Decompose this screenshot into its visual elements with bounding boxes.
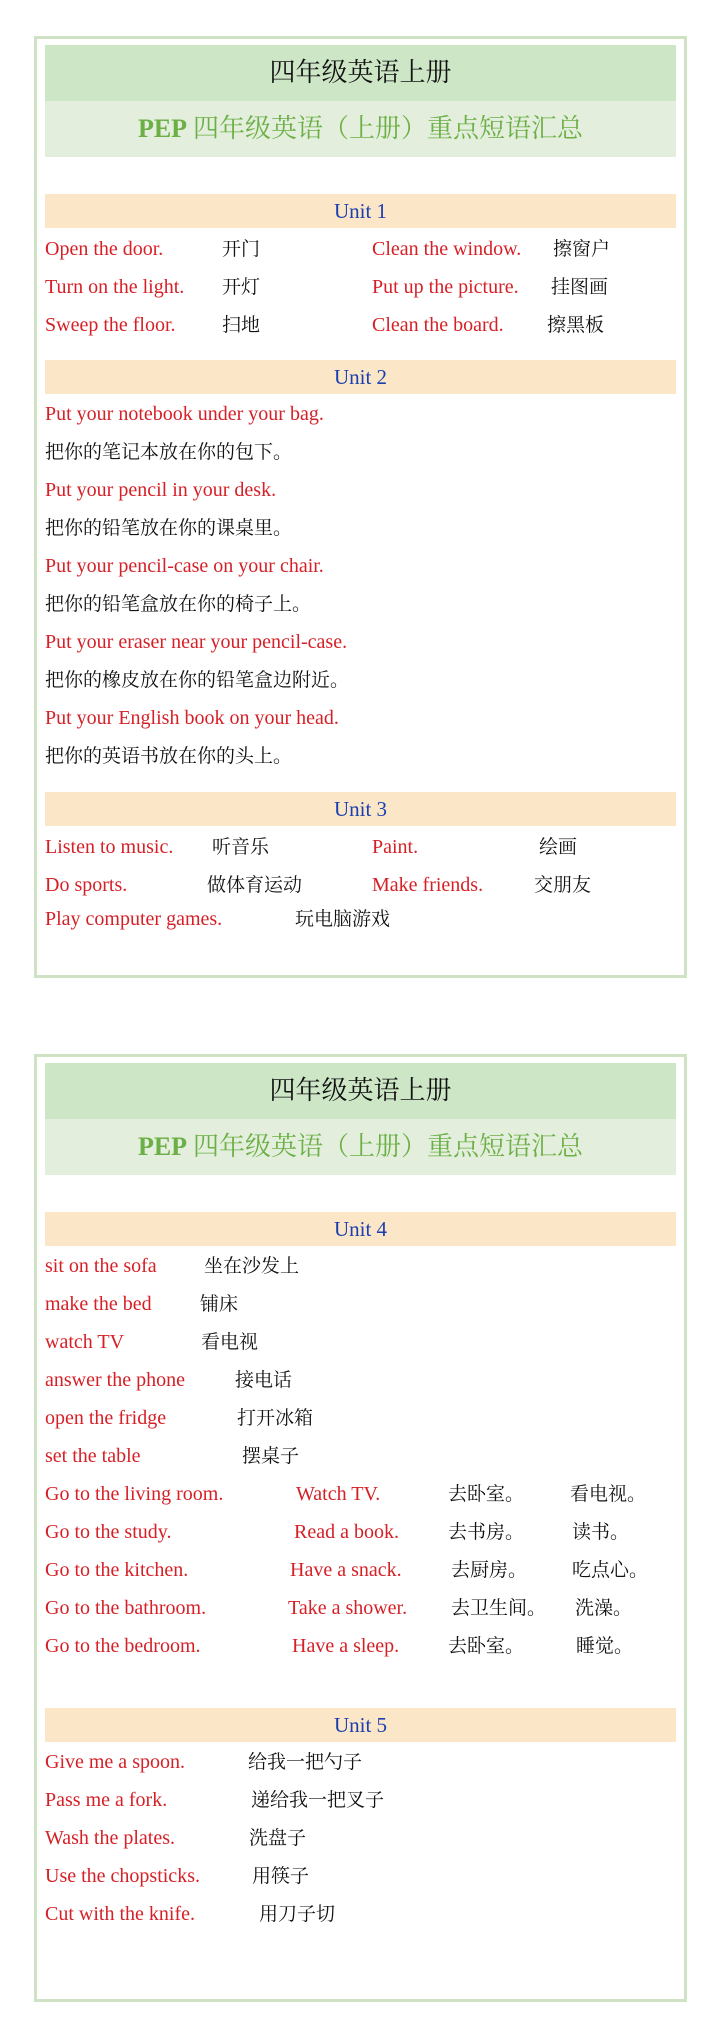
page-title: 四年级英语上册 xyxy=(45,1063,676,1119)
phrase-zh: 用筷子 xyxy=(252,1865,310,1887)
phrase-en: Listen to music. xyxy=(45,836,174,858)
phrase-en: Play computer games. xyxy=(45,908,223,930)
room-zh: 去书房。 xyxy=(448,1521,525,1543)
phrase-en: set the table xyxy=(45,1445,141,1467)
room-action-zh: 吃点心。 xyxy=(572,1559,649,1581)
phrase-zh: 做体育运动 xyxy=(207,874,303,896)
phrase-en: answer the phone xyxy=(45,1369,185,1391)
phrase-zh: 铺床 xyxy=(200,1293,239,1315)
page-subtitle xyxy=(45,101,676,157)
room-zh: 去卧室。 xyxy=(448,1483,525,1505)
unit-1-header: Unit 1 xyxy=(45,194,676,228)
room-en: Go to the study. xyxy=(45,1521,172,1543)
phrase-zh: 扫地 xyxy=(222,314,261,336)
phrase-en: watch TV xyxy=(45,1331,125,1353)
phrase-zh: 摆桌子 xyxy=(242,1445,300,1467)
sentence-en: Put your eraser near your pencil-case. xyxy=(45,631,348,653)
phrase-en: Paint. xyxy=(372,836,419,858)
page-card-1 xyxy=(34,36,687,978)
sentence-en: Put your English book on your head. xyxy=(45,707,339,729)
phrase-en: open the fridge xyxy=(45,1407,167,1429)
room-en: Go to the living room. xyxy=(45,1483,224,1505)
sentence-en: Put your pencil-case on your chair. xyxy=(45,555,324,577)
phrase-zh: 开灯 xyxy=(222,276,261,298)
phrase-zh: 绘画 xyxy=(539,836,578,858)
phrase-en: Sweep the floor. xyxy=(45,314,176,336)
phrase-zh: 用刀子切 xyxy=(259,1903,336,1925)
subtitle-pep: PEP xyxy=(137,1132,188,1161)
phrase-en: Clean the board. xyxy=(372,314,504,336)
phrase-en: Pass me a fork. xyxy=(45,1789,168,1811)
phrase-en: Put up the picture. xyxy=(372,276,519,298)
phrase-en: Do sports. xyxy=(45,874,128,896)
phrase-en: Clean the window. xyxy=(372,238,522,260)
unit-4-header: Unit 4 xyxy=(45,1212,676,1246)
sentence-zh: 把你的笔记本放在你的包下。 xyxy=(45,441,293,463)
room-action-en: Have a sleep. xyxy=(292,1635,400,1657)
room-action-zh: 看电视。 xyxy=(570,1483,647,1505)
room-zh: 去卫生间。 xyxy=(451,1597,547,1619)
phrase-en: Cut with the knife. xyxy=(45,1903,195,1925)
subtitle-text: 四年级英语（上册）重点短语汇总 xyxy=(193,114,584,144)
room-en: Go to the bathroom. xyxy=(45,1597,207,1619)
phrase-zh: 听音乐 xyxy=(212,836,270,858)
room-zh: 去厨房。 xyxy=(451,1559,528,1581)
phrase-zh: 递给我一把叉子 xyxy=(251,1789,385,1811)
phrase-zh: 玩电脑游戏 xyxy=(295,908,391,930)
phrase-zh: 洗盘子 xyxy=(249,1827,307,1849)
phrase-en: Make friends. xyxy=(372,874,484,896)
phrase-zh: 给我一把勺子 xyxy=(248,1751,363,1773)
sentence-zh: 把你的橡皮放在你的铅笔盒边附近。 xyxy=(45,669,350,691)
room-action-en: Have a snack. xyxy=(290,1559,402,1581)
phrase-en: Use the chopsticks. xyxy=(45,1865,200,1887)
page-title: 四年级英语上册 xyxy=(45,45,676,101)
sentence-zh: 把你的英语书放在你的头上。 xyxy=(45,745,293,767)
unit-5-header: Unit 5 xyxy=(45,1708,676,1742)
phrase-en: Turn on the light. xyxy=(45,276,185,298)
phrase-zh: 挂图画 xyxy=(551,276,609,298)
subtitle-pep: PEP xyxy=(137,114,188,143)
unit-3-header: Unit 3 xyxy=(45,792,676,826)
room-zh: 去卧室。 xyxy=(448,1635,525,1657)
room-action-zh: 读书。 xyxy=(572,1521,630,1543)
phrase-en: sit on the sofa xyxy=(45,1255,157,1277)
room-en: Go to the bedroom. xyxy=(45,1635,201,1657)
sentence-en: Put your notebook under your bag. xyxy=(45,403,324,425)
phrase-zh: 看电视 xyxy=(201,1331,259,1353)
phrase-en: make the bed xyxy=(45,1293,152,1315)
phrase-zh: 接电话 xyxy=(235,1369,293,1391)
phrase-zh: 擦黑板 xyxy=(547,314,605,336)
phrase-zh: 坐在沙发上 xyxy=(204,1255,300,1277)
room-action-zh: 洗澡。 xyxy=(575,1597,633,1619)
phrase-en: Open the door. xyxy=(45,238,164,260)
phrase-en: Give me a spoon. xyxy=(45,1751,185,1773)
phrase-zh: 擦窗户 xyxy=(553,238,611,260)
page-subtitle xyxy=(45,1119,676,1175)
room-action-en: Watch TV. xyxy=(296,1483,381,1505)
room-action-zh: 睡觉。 xyxy=(576,1635,634,1657)
room-action-en: Take a shower. xyxy=(288,1597,408,1619)
room-action-en: Read a book. xyxy=(294,1521,399,1543)
unit-2-header: Unit 2 xyxy=(45,360,676,394)
phrase-zh: 交朋友 xyxy=(534,874,592,896)
sentence-en: Put your pencil in your desk. xyxy=(45,479,277,501)
phrase-en: Wash the plates. xyxy=(45,1827,176,1849)
sentence-zh: 把你的铅笔盒放在你的椅子上。 xyxy=(45,593,312,615)
sentence-zh: 把你的铅笔放在你的课桌里。 xyxy=(45,517,293,539)
room-en: Go to the kitchen. xyxy=(45,1559,189,1581)
page-card-2 xyxy=(34,1054,687,2002)
phrase-zh: 开门 xyxy=(222,238,261,260)
phrase-zh: 打开冰箱 xyxy=(237,1407,314,1429)
subtitle-text: 四年级英语（上册）重点短语汇总 xyxy=(193,1132,584,1162)
